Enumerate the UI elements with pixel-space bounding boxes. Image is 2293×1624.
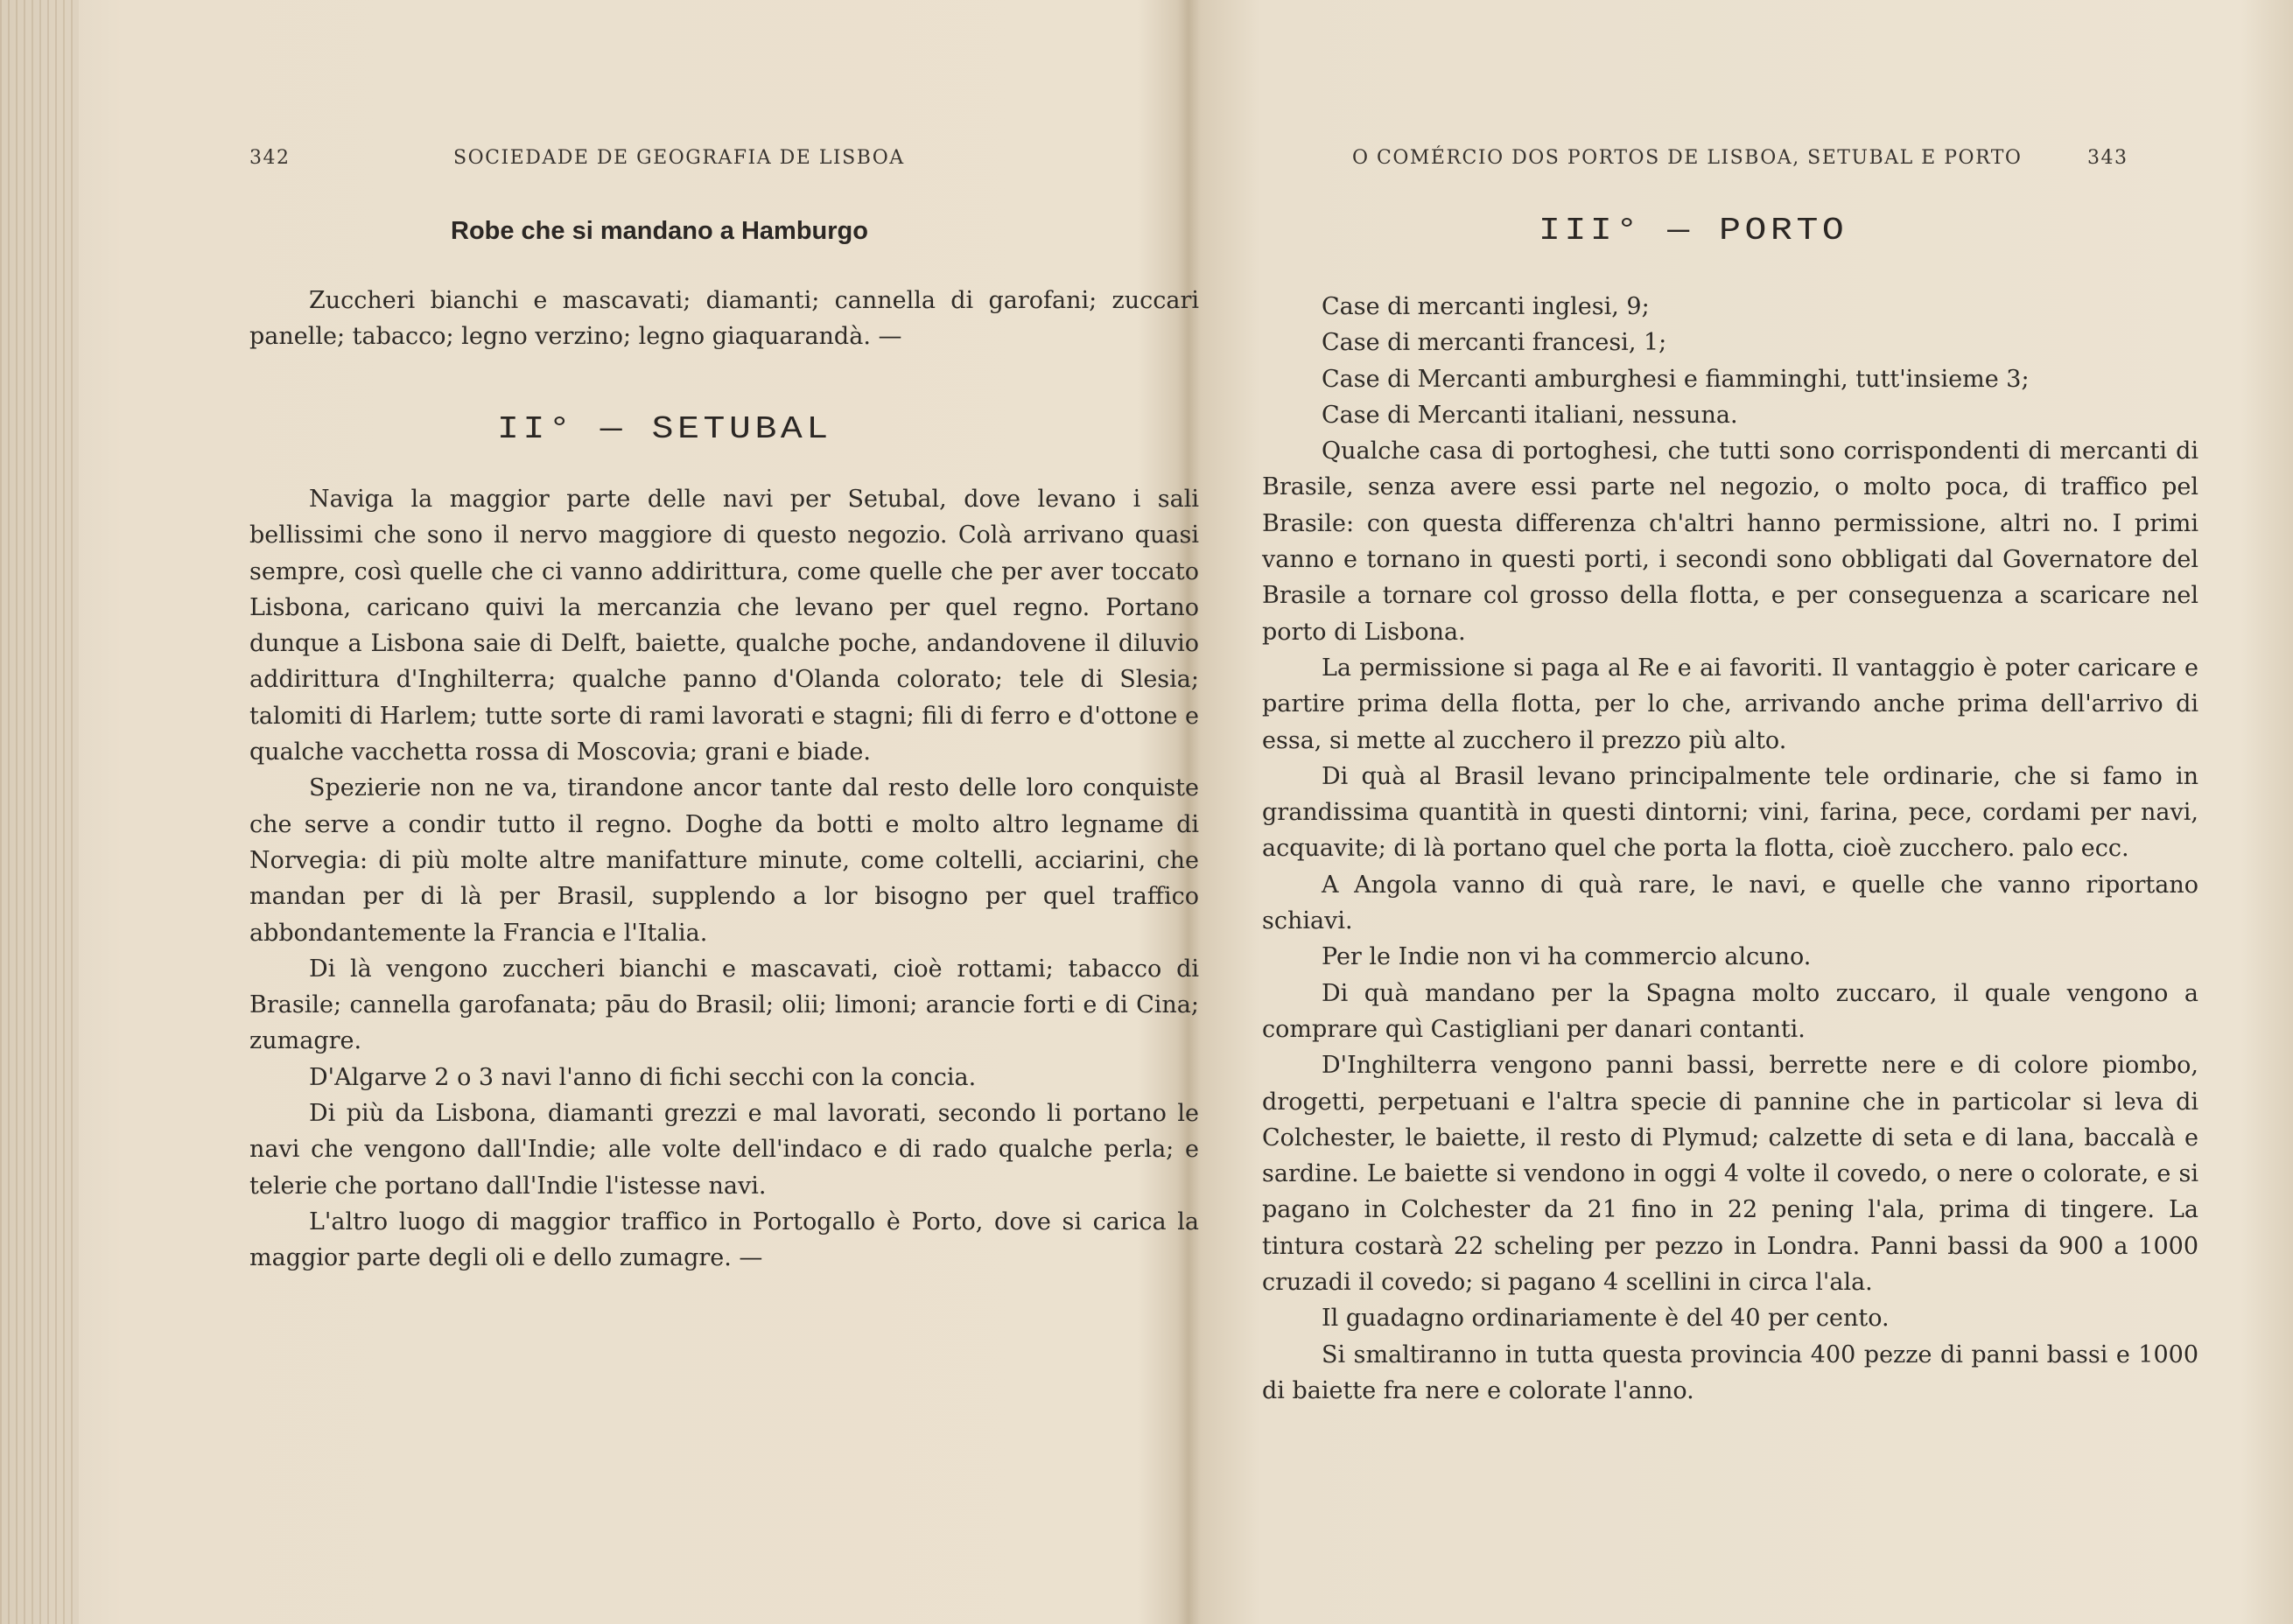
- paragraph: Qualche casa di portoghesi, che tutti sono corrispondenti di mercanti di Brasile, senza avere essi parte nel negozio, o molto poca, di traffico pel Brasile: con questa differenza ch'altri hanno permissione, altri no. I primi vanno e tornano in questi porti, i secondi sono obbligati dal Governatore del Brasile a tornare col grosso della flotta, e per conseguenza a scaricare nel porto di Lisbona.: [1262, 438, 2198, 646]
- section-heading-hamburgo: Robe che si mandano a Hamburgo: [451, 217, 868, 245]
- paragraph: A Angola vanno di quà rare, le navi, e quelle che vanno riportano schiavi.: [1262, 871, 2198, 935]
- paragraph: La permissione si paga al Re e ai favoriti. Il vantaggio è poter caricare e partire prima della flotta, per lo che, arrivando anche prima dell'arrivo di essa, si mette al zucchero il prezzo più alto.: [1262, 654, 2198, 754]
- paragraph: Il guadagno ordinariamente è del 40 per cento.: [1322, 1305, 1890, 1333]
- setubal-body: [249, 481, 1199, 1277]
- left-page: [79, 0, 1199, 1624]
- paragraph: Di più da Lisbona, diamanti grezzi e mal lavorati, secondo li portano le navi che vengono dall'Indie; alle volte dell'indaco e di rado qualche perla; e telerie che portano dall'Indie l'istesse navi.: [249, 1100, 1199, 1200]
- page-number-right: 343: [2087, 147, 2128, 169]
- paragraph: Di là vengono zuccheri bianchi e mascavati, cioè rottami; tabacco di Brasile; cannella garofanata; pāu do Brasil; olii; limoni; arancie forti e di Cina; zumagre.: [249, 955, 1199, 1055]
- paragraph: Naviga la maggior parte delle navi per Setubal, dove levano i sali bellissimi che sono il nervo maggiore di questo negozio. Colà arrivano quasi sempre, così quelle che ci vanno addirittura, come quelle che per aver toccato Lisbona, caricano quivi la mercanzia che levano per quel regno. Portano dunque a Lisbona saie di Delft, baiette, qualche poche, andandovene il diluvio addirittura d'Inghilterra; qualche panno d'Olanda colorato; tele di Slesia; talomiti di Harlem; tutte sorte di rami lavorati e stagni; fili di ferro e d'ottone e qualche vacchetta rossa di Moscovia; grani e biade.: [249, 486, 1199, 766]
- paragraph: Di quà al Brasil levano principalmente tele ordinarie, che si famo in grandissima quantità in questi dintorni; vini, farina, pece, cordami per navi, acquavite; di là portano quel che porta la flotta, cioè zucchero. palo ecc.: [1262, 762, 2198, 863]
- paragraph: D'Inghilterra vengono panni bassi, berrette nere e di colore piombo, drogetti, perpetuani e l'altra specie di pannine che in particolar si leva di Colchester, le baiette, il resto di Plymud; calzette di seta e di lana, baccalà e sardine. Le baiette si vendono in oggi 4 volte il covedo, o nere o colorate, e si pagano in Colchester da 21 fino in 22 pening l'ala, prima di tingere. La tintura costarà 22 scheling per pezzo in Londra. Panni bassi da 900 a 1000 cruzadi il covedo; si pagano 4 scellini in circa l'ala.: [1262, 1052, 2198, 1297]
- page-edges: [0, 0, 79, 1624]
- page-number-left: 342: [249, 147, 291, 169]
- paragraph: Spezierie non ne va, tirandone ancor tante dal resto delle loro conquiste che serve a condir tutto il regno. Doghe da botti e molto altro legname di Norvegia: di più molte altre manifatture minute, come coltelli, acciarini, che mandan per di là per Brasil, supplendo a lor bisogno per quel traffico abbondantemente la Francia e l'Italia.: [249, 774, 1199, 947]
- chapter-heading-porto: III° — PORTO: [1539, 213, 1848, 248]
- list-item: Case di Mercanti italiani, nessuna.: [1322, 401, 1738, 429]
- paragraph: Per le Indie non vi ha commercio alcuno.: [1322, 943, 1812, 971]
- section-text-hamburgo: [249, 283, 1199, 355]
- running-head-left: SOCIEDADE DE GEOGRAFIA DE LISBOA: [453, 147, 905, 169]
- paragraph: Di quà mandano per la Spagna molto zuccaro, il quale vengono a comprare quì Castigliani per danari contanti.: [1262, 979, 2198, 1043]
- paragraph: L'altro luogo di maggior traffico in Portogallo è Porto, dove si carica la maggior parte degli oli e dello zumagre. —: [249, 1208, 1199, 1272]
- running-head-right: O COMÉRCIO DOS PORTOS DE LISBOA, SETUBAL E PORTO: [1352, 147, 2023, 169]
- chapter-heading-setubal: II° — SETUBAL: [497, 411, 832, 447]
- list-item: Case di mercanti francesi, 1;: [1322, 329, 1667, 357]
- right-page: [1199, 0, 2293, 1624]
- paragraph: Zuccheri bianchi e mascavati; diamanti; cannella di garofani; zuccari panelle; tabacco; legno verzino; legno giaquarandà. —: [249, 287, 1199, 351]
- porto-body: [1262, 289, 2198, 1409]
- paragraph: Si smaltiranno in tutta questa provincia 400 pezze di panni bassi e 1000 di baiette fra nere e colorate l'anno.: [1262, 1340, 2198, 1404]
- list-item: Case di mercanti inglesi, 9;: [1322, 293, 1650, 320]
- list-item: Case di Mercanti amburghesi e fiamminghi, tutt'insieme 3;: [1322, 365, 2030, 393]
- paragraph: D'Algarve 2 o 3 navi l'anno di fichi secchi con la concia.: [309, 1063, 977, 1091]
